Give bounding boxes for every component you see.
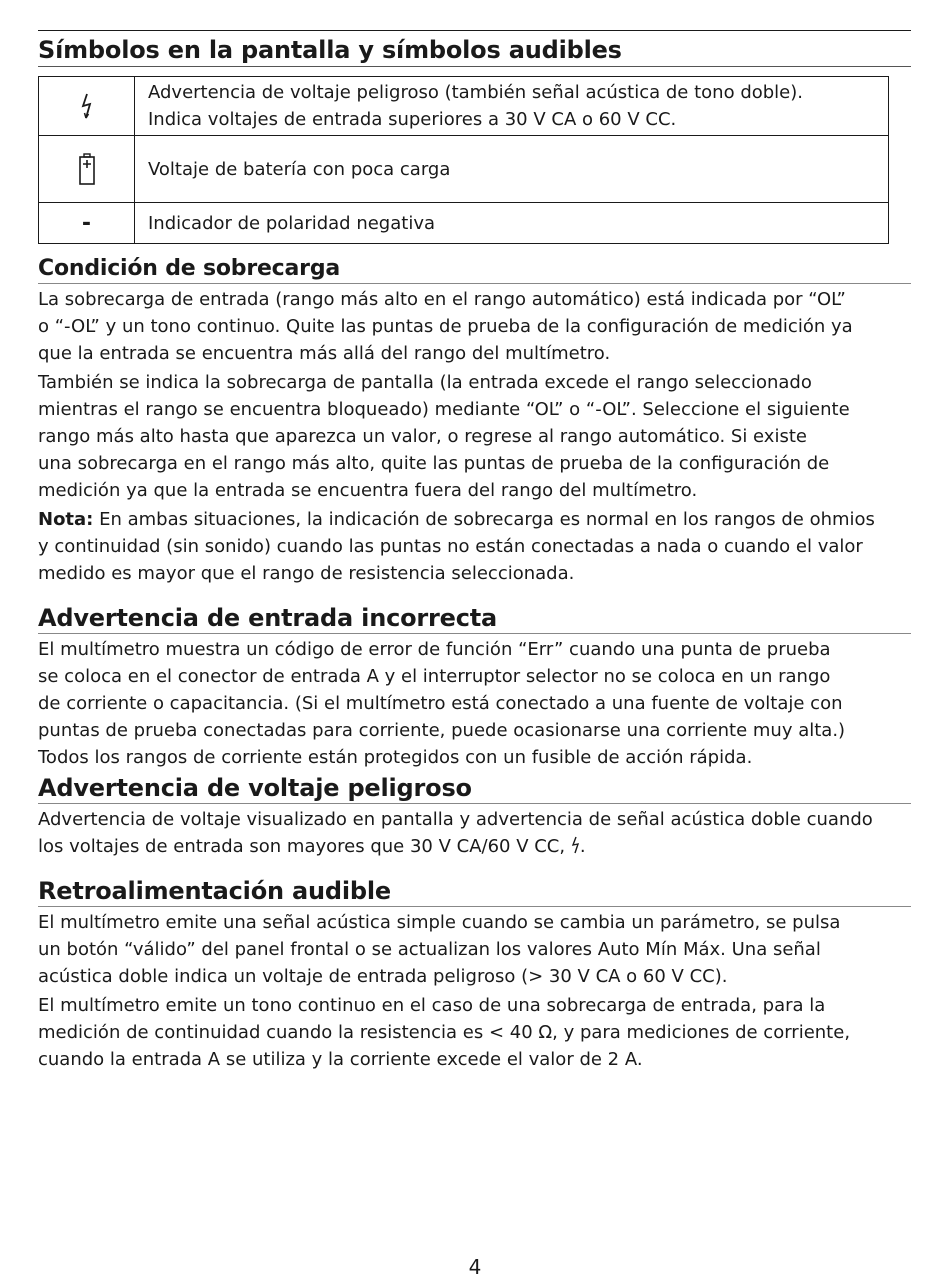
- table-row: [39, 203, 889, 244]
- description-line: Indicador de polaridad negativa: [148, 212, 436, 234]
- symbol-description: [135, 136, 889, 203]
- section-heading-audible: Retroalimentación audible: [38, 876, 911, 907]
- description-line: Indica voltajes de entrada superiores a 30 V CA o 60 V CC.: [148, 109, 677, 130]
- paragraph: El multímetro muestra un código de error de función “Err” cuando una punta de prueba se coloca en el conector de entrada A y el interruptor selector no se coloca en un rango de corriente o capacitancia. (Si el multímetro está conectado a una fuente de voltaje con puntas de prueba conectadas para corriente, puede ocasionarse una corriente muy alta.) Todos los rangos de corriente están protegidos con un fusible de acción rápida.: [38, 639, 846, 768]
- note-paragraph: Nota: En ambas situaciones, la indicación de sobrecarga es normal en los rangos de ohmios y continuidad (sin sonido) cuando las puntas no están conectadas a nada o cuando el valor medido es mayor que el rango de resistencia seleccionada.: [38, 509, 875, 584]
- lightning-bolt-icon: [80, 95, 94, 116]
- page-number: 4: [468, 1255, 482, 1279]
- paragraph: Advertencia de voltaje visualizado en pantalla y advertencia de señal acústica doble cuando los voltajes de entrada son mayores que 30 V CA/60 V CC, .: [38, 809, 873, 857]
- paragraph: La sobrecarga de entrada (rango más alto en el rango automático) está indicada por “OL” o “-OL” y un tono continuo. Quite las puntas de prueba de la configuración de medición ya que la entrada se encuentra más allá del rango del multímetro.: [38, 289, 853, 364]
- symbol-description: [135, 77, 889, 136]
- section-heading-hazard: Advertencia de voltaje peligroso: [38, 773, 911, 804]
- paragraph: También se indica la sobrecarga de pantalla (la entrada excede el rango seleccionado mientras el rango se encuentra bloqueado) mediante “OL” o “-OL”. Seleccione el siguiente rango más alto hasta que aparezca un valor, o regrese al rango automático. Si existe una sobrecarga en el rango más alto, quite las puntas de prueba de la configuración de medición ya que la entrada se encuentra fuera del rango del multímetro.: [38, 372, 850, 501]
- battery-icon: [78, 158, 96, 179]
- description-line: Voltaje de batería con poca carga: [148, 158, 451, 180]
- section-heading-overload: Condición de sobrecarga: [38, 255, 911, 284]
- symbol-description: [135, 203, 889, 244]
- page-title: Símbolos en la pantalla y símbolos audibles: [38, 31, 911, 67]
- page-content: [38, 30, 911, 1073]
- paragraph: El multímetro emite un tono continuo en el caso de una sobrecarga de entrada, para la medición de continuidad cuando la resistencia es < 40 Ω, y para mediciones de corriente, cuando la entrada A se utiliza y la corriente excede el valor de 2 A.: [38, 995, 851, 1070]
- minus-sign: -: [39, 203, 135, 244]
- note-label: Nota:: [38, 509, 94, 530]
- section-heading-wrong-input: Advertencia de entrada incorrecta: [38, 603, 911, 634]
- symbol-cell: [39, 136, 135, 203]
- symbol-cell: [39, 77, 135, 136]
- lightning-bolt-icon: [571, 836, 580, 857]
- table-row: [39, 136, 889, 203]
- description-line: Advertencia de voltaje peligroso (también señal acústica de tono doble).: [148, 82, 803, 103]
- table-row: [39, 77, 889, 136]
- paragraph: El multímetro emite una señal acústica simple cuando se cambia un parámetro, se pulsa un botón “válido” del panel frontal o se actualizan los valores Auto Mín Máx. Una señal acústica doble indica un voltaje de entrada peligroso (> 30 V CA o 60 V CC).: [38, 912, 841, 987]
- symbols-table: [38, 76, 889, 244]
